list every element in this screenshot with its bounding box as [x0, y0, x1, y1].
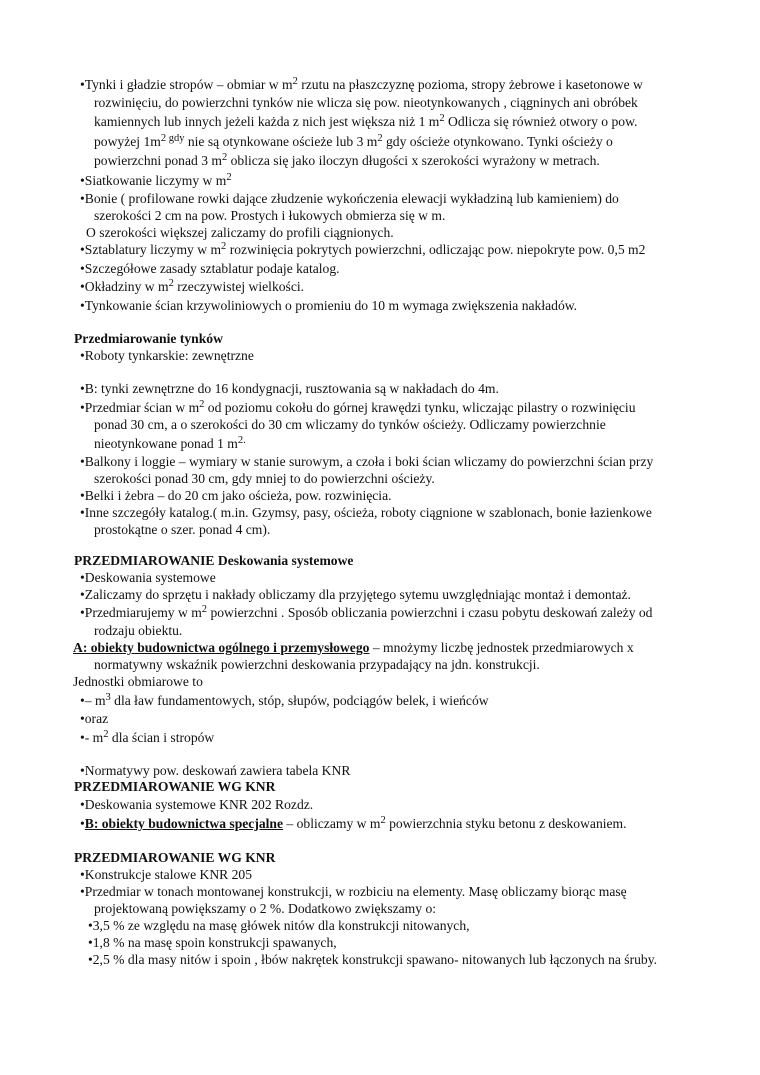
- text-line: prostokątne o szer. ponad 4 cm).: [94, 522, 271, 537]
- bullet-okladziny: •Okładziny w $m^2$ rzeczywistej wielkości.: [80, 278, 305, 294]
- section-heading: Przedmiarowanie tynków: [74, 331, 223, 346]
- bullet-tynki-gladzie: •Tynki i gładzie stropów – obmiar w $m^2$ rzutu na płaszczyznę pozioma, stropy żebrowe i kasetonowe w: [80, 76, 643, 92]
- subsection-label: A: obiekty budownictwa ogólnego i przemysłowego: [73, 640, 370, 655]
- text-line: rozwinięciu, do powierzchni tynków nie wlicza się pow. nieotynkowanych , ciągninych ani obróbek: [94, 95, 638, 110]
- bullet-sztablatury-zasady: •Szczegółowe zasady sztablatur podaje katalog.: [80, 261, 340, 276]
- text-line: rodzaju obiektu.: [94, 623, 183, 638]
- section-heading: PRZEDMIAROWANIE Deskowania systemowe: [74, 553, 354, 568]
- bullet-oraz: •oraz: [80, 711, 109, 726]
- bullet-tynki-zewnetrzne: •B: tynki zewnętrzne do 16 kondygnacji, rusztowania są w nakładach do 4m.: [80, 381, 499, 396]
- subsection-b: •B: obiekty budownictwa specjalne – obliczamy w $m^2$ powierzchnia styku betonu z deskowaniem.: [80, 815, 627, 831]
- bullet-spoiny: •1,8 % na masę spoin konstrukcji spawanych,: [88, 935, 337, 950]
- bullet-normatywy: •Normatywy pow. deskowań zawiera tabela KNR: [80, 763, 351, 778]
- text-line: szerokości ponad 30 cm, gdy mniej to do powierzchni ościeży.: [94, 471, 435, 486]
- bullet-tynkowanie-krzywoliniowe: •Tynkowanie ścian krzywoliniowych o promieniu do 10 m wymaga zwiększenia nakładów.: [80, 298, 578, 313]
- bullet-przedmiarujemy: •Przedmiarujemy w $m^2$ powierzchni . Sposób obliczania powierzchni i czasu pobytu deskowań zależy od: [80, 604, 653, 620]
- text-line: projektowaną powiększamy o 2 %. Dodatkowo zwiększamy o:: [94, 901, 437, 916]
- subsection-label: B: obiekty budownictwa specjalne: [84, 816, 284, 831]
- text-line: normatywny wskaźnik powierzchni deskowania przypadający na jdn. konstrukcji.: [94, 657, 540, 672]
- bullet-przedmiar-tonach: •Przedmiar w tonach montowanej konstrukcji, w rozbiciu na elementy. Masę obliczamy biorąc masę: [80, 884, 627, 899]
- bullet-bonie: •Bonie ( profilowane rowki dające złudzenie wykończenia elewacji wykładziną lub kamieniem) do: [80, 191, 619, 206]
- text-line: szerokości 2 cm na pow. Prostych i łukowych obmierza się w m.: [94, 208, 446, 223]
- bullet-siatkowanie: •Siatkowanie liczymy w $m^2$: [80, 172, 232, 188]
- bullet-balkony-loggie: •Balkony i loggie – wymiary w stanie surowym, a czoła i boki ścian wliczamy do powierzchni ścian przy: [80, 454, 654, 469]
- text-line: ponad 30 cm, a o szerokości do 30 cm wliczamy do tynków ościeży. Odliczamy powierzchnie: [94, 417, 606, 432]
- text-line: Jednostki obmiarowe to: [73, 674, 203, 689]
- bullet-roboty-tynkarskie: •Roboty tynkarskie: zewnętrzne: [80, 348, 254, 363]
- bullet-m2: •- $m^2$ dla ścian i stropów: [80, 729, 215, 745]
- section-heading: PRZEDMIAROWANIE WG KNR: [74, 779, 276, 794]
- text-line: nieotynkowane ponad 1 $m^{2.}$: [94, 435, 246, 451]
- bullet-nity: •3,5 % ze względu na masę główek nitów dla konstrukcji nitowanych,: [88, 918, 470, 933]
- text-line: O szerokości większej zaliczamy do profili ciągnionych.: [86, 225, 394, 240]
- bullet-knr-202: •Deskowania systemowe KNR 202 Rozdz.: [80, 797, 314, 812]
- subsection-a: A: obiekty budownictwa ogólnego i przemysłowego – mnożymy liczbę jednostek przedmiarowych x: [73, 640, 634, 655]
- text-line: kamiennych lub innych jeżeli każda z nich jest większa niż 1 $m^2$ Odlicza się również otwory o pow.: [94, 113, 638, 129]
- bullet-inne-szczegoly: •Inne szczegóły katalog.( m.in. Gzymsy, pasy, ościeża, roboty ciągnione w szablonach, bonie łazienkowe: [80, 505, 652, 520]
- bullet-zaliczamy-sprzet: •Zaliczamy do sprzętu i nakłady obliczamy dla przyjętego sytemu uwzględniając montaż i demontaż.: [80, 587, 631, 602]
- bullet-belki-zebra: •Belki i żebra – do 20 cm jako ościeża, pow. rozwinięcia.: [80, 488, 392, 503]
- section-heading: PRZEDMIAROWANIE WG KNR: [74, 850, 276, 865]
- bullet-knr-205: •Konstrukcje stalowe KNR 205: [80, 867, 253, 882]
- bullet-sztablatury: •Sztablatury liczymy w $m^2$ rozwinięcia pokrytych powierzchni, odliczając pow. niepokryte pow. 0,5 m2: [80, 241, 646, 257]
- bullet-deskowania-systemowe: •Deskowania systemowe: [80, 570, 216, 585]
- bullet-spawano-nitowane: •2,5 % dla masy nitów i spoin , łbów nakrętek konstrukcji spawano- nitowanych lub łączonych na śruby.: [88, 952, 658, 967]
- bullet-przedmiar-scian: •Przedmiar ścian w $m^2$ od poziomu cokołu do górnej krawędzi tynku, wliczając pilastry o rozwinięciu: [80, 399, 636, 415]
- bullet-m3: •– $m^3$ dla ław fundamentowych, stóp, słupów, podciągów belek, i wieńców: [80, 692, 489, 708]
- text-line: powyżej $1m^2$ $^{gdy}$ nie są otynkowane ościeże lub 3 $m^2$ gdy ościeże otynkowano. Tynki ościeży o: [94, 133, 613, 149]
- text-line: powierzchni ponad 3 $m^2$ oblicza się jako iloczyn długości x szerokości wyrażony w metrach.: [94, 152, 600, 168]
